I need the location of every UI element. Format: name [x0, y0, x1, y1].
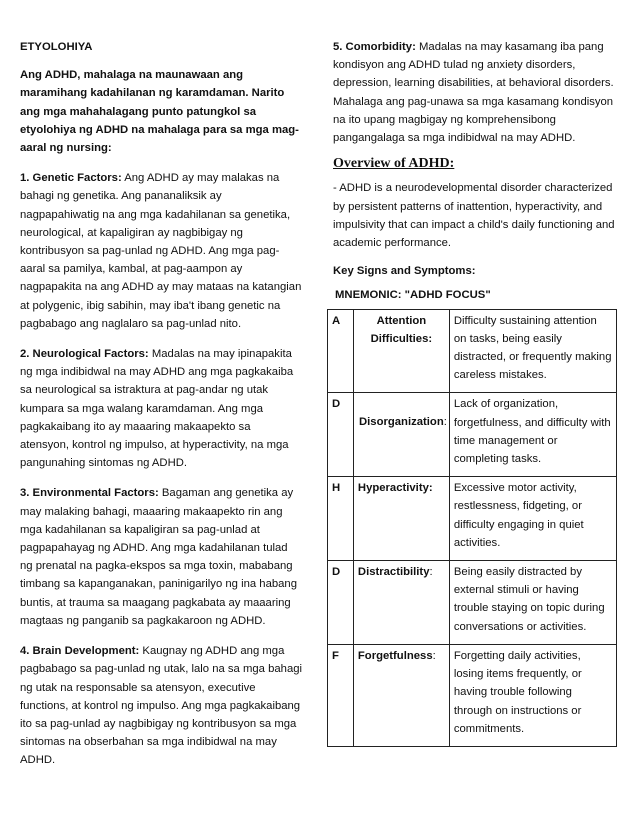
mnemonic-letter: D: [328, 393, 354, 477]
term-colon: :: [429, 566, 433, 579]
key-signs-heading: Key Signs and Symptoms:: [333, 265, 476, 278]
factor-environmental: [20, 484, 302, 630]
table-row: [328, 309, 617, 393]
mnemonic-description: Excessive motor activity, restlessness, fidgeting, or difficulty engaging in quiet activities.: [449, 477, 616, 561]
mnemonic-letter: D: [328, 561, 354, 645]
mnemonic-letter: F: [328, 644, 354, 746]
factor-title: 2. Neurological Factors:: [20, 348, 149, 361]
factor-text: Madalas na may ipinapakita ng mga indibidwal na may ADHD ang mga pagkakaiba sa neurological sa istraktura at pag-andar ng utak kumpara sa mga walang karamdaman. Ang mga pagkakaibang ito ay maaaring makaapekto sa atensyon, kontrol ng impulso, at hyperactivity, na mga pangunahing sintomas ng ADHD.: [20, 348, 294, 470]
etiology-heading: ETYOLOHIYA: [20, 41, 93, 53]
intro-paragraph: Ang ADHD, mahalaga na maunawaan ang maramihang kadahilanan ng karamdaman. Narito ang mga mahahalagang punto patungkol sa etyolohiya ng ADHD na mahalaga para sa mga mag-aaral ng nursing:: [20, 69, 299, 155]
mnemonic-term-label: Forgetfulness: [357, 649, 433, 662]
factor-comorbidity: [333, 38, 618, 147]
mnemonic-term: [353, 561, 449, 645]
factor-brain-development: [20, 642, 302, 769]
mnemonic-heading: MNEMONIC: "ADHD FOCUS": [335, 289, 491, 302]
mnemonic-letter: H: [328, 477, 354, 561]
factor-text: Kaugnay ng ADHD ang mga pagbabago sa pag-unlad ng utak, lalo na sa mga bahagi ng utak na responsable sa atensyon, executive functions, at kontrol ng impulso. Ang mga pagkakaibang ito sa pag-unlad ay nagbibigay ng kontribusyon sa mga sintomas na obserbahan sa mga indibidwal na may ADHD.: [20, 645, 303, 767]
table-row: [328, 561, 617, 645]
factor-title: 3. Environmental Factors:: [20, 487, 159, 500]
factor-text: Madalas na may kasamang iba pang kondisyon ang ADHD tulad ng anxiety disorders, depression, learning disabilities, at behavioral disorders. Mahalaga ang pag-unawa sa mga kasamang kondisyon na ito upang magbigay ng komprehensibong pangangalaga sa mga indibidwal na may ADHD.: [333, 41, 614, 145]
table-row: [328, 644, 617, 746]
mnemonic-description: Lack of organization, forgetfulness, and difficulty with time management or completing tasks.: [449, 393, 616, 477]
mnemonic-term-label: Distractibility: [357, 566, 430, 579]
mnemonic-term: Hyperactivity:: [353, 477, 449, 561]
factor-genetic: [20, 169, 302, 333]
left-column: [20, 38, 302, 782]
mnemonic-term: [353, 393, 449, 477]
factor-title: 4. Brain Development:: [20, 645, 140, 658]
factor-text: Ang ADHD ay may malakas na bahagi ng genetika. Ang pananaliksik ay nagpapahiwatig na ang mga kadahilanan sa genetika, neurological, at kapaligiran ay nagbibigay ng kontribusyon sa pag-unlad ng ADHD. Ang mga pag-aaral sa pamilya, kambal, at pag-aampon ay nagpapakita na ang ADHD ay may mataas na katangian at polygenic, ibig sabihin, may iba't ibang genetic na pagbabago ang naglalaro sa pag-unlad nito.: [20, 172, 302, 330]
mnemonic-table: [327, 309, 617, 747]
term-colon: :: [432, 649, 436, 662]
table-row: [328, 477, 617, 561]
factor-text: Bagaman ang genetika ay may malaking bahagi, maaaring makaapekto rin ang mga kadahilanan sa kapaligiran sa pag-unlad at pagpapahayag ng ADHD. Ang mga kadahilanan tulad ng prenatal na pagka-ekspos sa mga toxin, mababang timbang sa kapanganakan, paninigarilyo ng ina habang buntis, at trauma sa maagang pagkabata ay maaaring magtaas ng panganib sa pagkakaroon ng ADHD.: [20, 487, 297, 627]
overview-text: - ADHD is a neurodevelopmental disorder characterized by persistent patterns of inattention, hyperactivity, and impulsivity that can impact a child's daily functioning and academic performance.: [333, 182, 615, 250]
mnemonic-letter: A: [328, 309, 354, 393]
overview-title: Overview of ADHD:: [333, 156, 455, 172]
table-row: [328, 393, 617, 477]
mnemonic-term-label: Disorganization: [359, 416, 444, 429]
factor-title: 5. Comorbidity:: [333, 41, 416, 53]
term-colon: :: [443, 416, 447, 429]
mnemonic-term: Attention Difficulties:: [353, 309, 449, 393]
factor-neurological: [20, 345, 302, 472]
mnemonic-description: Being easily distracted by external stimuli or having trouble staying on topic during conversations or activities.: [449, 561, 616, 645]
mnemonic-description: Forgetting daily activities, losing items frequently, or having trouble following through on instructions or commitments.: [449, 644, 616, 746]
mnemonic-term: [353, 644, 449, 746]
factor-title: 1. Genetic Factors:: [20, 172, 122, 185]
mnemonic-description: Difficulty sustaining attention on tasks, being easily distracted, or frequently making careless mistakes.: [449, 309, 616, 393]
right-column: [333, 38, 618, 747]
